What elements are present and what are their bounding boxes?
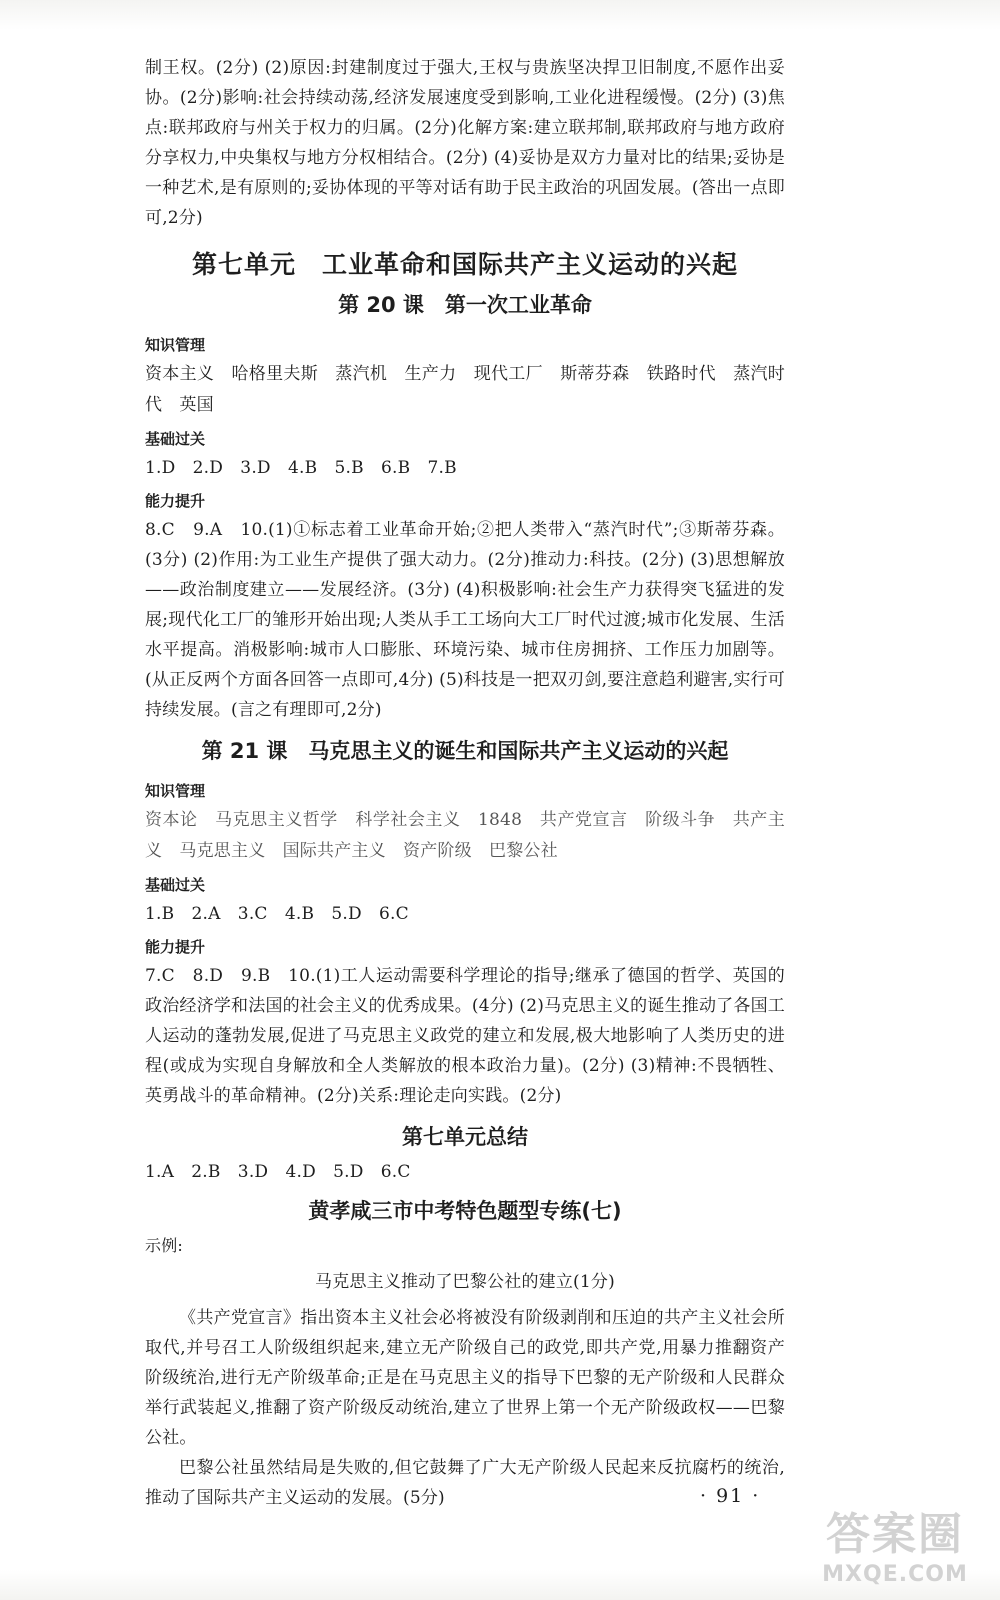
- lesson-21-basic-head: 基础过关: [145, 876, 206, 894]
- lesson-21-ability-answers: 7.C 8.D 9.B 10.(1)工人运动需要科学理论的指导;继承了德国的哲学、英国的政治经济学和法国的社会主义的优秀成果。(4分) (2)马克思主义的诞生推动了各国工人运动的蓬勃发展,促进了马克思主义政党的建立和发展,极大地影响了人类历史的进程(或成为实现自身解放和全人类解放的根本政治力量)。(2分) (3)精神:不畏牺牲、英勇战斗的革命精神。(2分)关系:理论走向实践。(2分): [145, 966, 785, 1106]
- special-practice-title: 黄孝咸三市中考特色题型专练(七): [308, 1199, 622, 1223]
- lesson-21-ability-head: 能力提升: [145, 938, 206, 956]
- intro-paragraph: 制王权。(2分) (2)原因:封建制度过于强大,王权与贵族坚决捍卫旧制度,不愿作出妥协。(2分)影响:社会持续动荡,经济发展速度受到影响,工业化进程缓慢。(2分) (3)焦点:联邦政府与州关于权力的归属。(2分)化解方案:建立联邦制,联邦政府与地方政府分享权力,中央集权与地方分权相结合。(2分) (4)妥协是双方力量对比的结果;妥协是一种艺术,是有原则的;妥协体现的平等对话有助于民主政治的巩固发展。(答出一点即可,2分): [145, 58, 785, 228]
- watermark-logo-text: 答案圈: [826, 1509, 964, 1560]
- essay-title: 马克思主义推动了巴黎公社的建立(1分): [315, 1272, 615, 1292]
- lesson-20-title: 第 20 课 第一次工业革命: [338, 293, 592, 317]
- unit-summary-section: [145, 1119, 785, 1187]
- lesson-20-ability-answers: 8.C 9.A 10.(1)①标志着工业革命开始;②把人类带入“蒸汽时代”;③斯蒂芬森。(3分) (2)作用:为工业生产提供了强大动力。(2分)推动力:科技。(2分) (3)思想解放——政治制度建立——发展经济。(3分) (4)积极影响:社会生产力获得突飞猛进的发展;现代化工厂的雏形开始出现;人类从手工工场向大工厂时代过渡;城市化发展、生活水平提高。消极影响:城市人口膨胀、环境污染、城市住房拥挤、工作压力加剧等。(从正反两个方面各回答一点即可,4分) (5)科技是一把双刃剑,要注意趋利避害,实行可持续发展。(言之有理即可,2分): [145, 520, 785, 720]
- unit-summary-title: 第七单元总结: [402, 1125, 528, 1149]
- lesson-21-knowledge-terms: 资本论 马克思主义哲学 科学社会主义 1848 共产党宣言 阶级斗争 共产主义 马克思主义 国际共产主义 资产阶级 巴黎公社: [145, 810, 785, 861]
- page-content: [145, 53, 785, 1513]
- essay-paragraph-2: 巴黎公社虽然结局是失败的,但它鼓舞了广大无产阶级人民起来反抗腐朽的统治,推动了国际共产主义运动的发展。(5分): [145, 1458, 785, 1508]
- page-number: · 91 ·: [700, 1485, 761, 1507]
- lesson-21-knowledge-head: 知识管理: [145, 782, 206, 800]
- lesson-21-section: [145, 733, 785, 1111]
- lesson-21-title: 第 21 课 马克思主义的诞生和国际共产主义运动的兴起: [201, 739, 729, 763]
- lesson-21-basic-answers: 1.B 2.A 3.C 4.B 5.D 6.C: [145, 904, 409, 924]
- watermark-logo: [810, 1508, 980, 1594]
- lesson-20-knowledge-terms: 资本主义 哈格里夫斯 蒸汽机 生产力 现代工厂 斯蒂芬森 铁路时代 蒸汽时代 英国: [145, 364, 785, 415]
- unit-title: 第七单元 工业革命和国际共产主义运动的兴起: [191, 250, 738, 279]
- lesson-20-knowledge-head: 知识管理: [145, 336, 206, 354]
- lesson-20-section: [145, 287, 785, 725]
- unit-summary-answers: 1.A 2.B 3.D 4.D 5.D 6.C: [145, 1162, 411, 1182]
- lesson-20-basic-answers: 1.D 2.D 3.D 4.B 5.B 6.B 7.B: [145, 458, 457, 478]
- example-label: 示例:: [145, 1236, 183, 1255]
- essay-paragraph-1: 《共产党宣言》指出资本主义社会必将被没有阶级剥削和压迫的共产主义社会所取代,并号召工人阶级组织起来,建立无产阶级自己的政党,即共产党,用暴力推翻资产阶级统治,进行无产阶级革命;正是在马克思主义的指导下巴黎的无产阶级和人民群众举行武装起义,推翻了资产阶级反动统治,建立了世界上第一个无产阶级政权——巴黎公社。: [145, 1308, 785, 1448]
- lesson-20-basic-head: 基础过关: [145, 430, 206, 448]
- watermark-site-text: MXQE.COM: [822, 1562, 968, 1587]
- lesson-20-ability-head: 能力提升: [145, 492, 206, 510]
- special-practice-section: [145, 1193, 785, 1513]
